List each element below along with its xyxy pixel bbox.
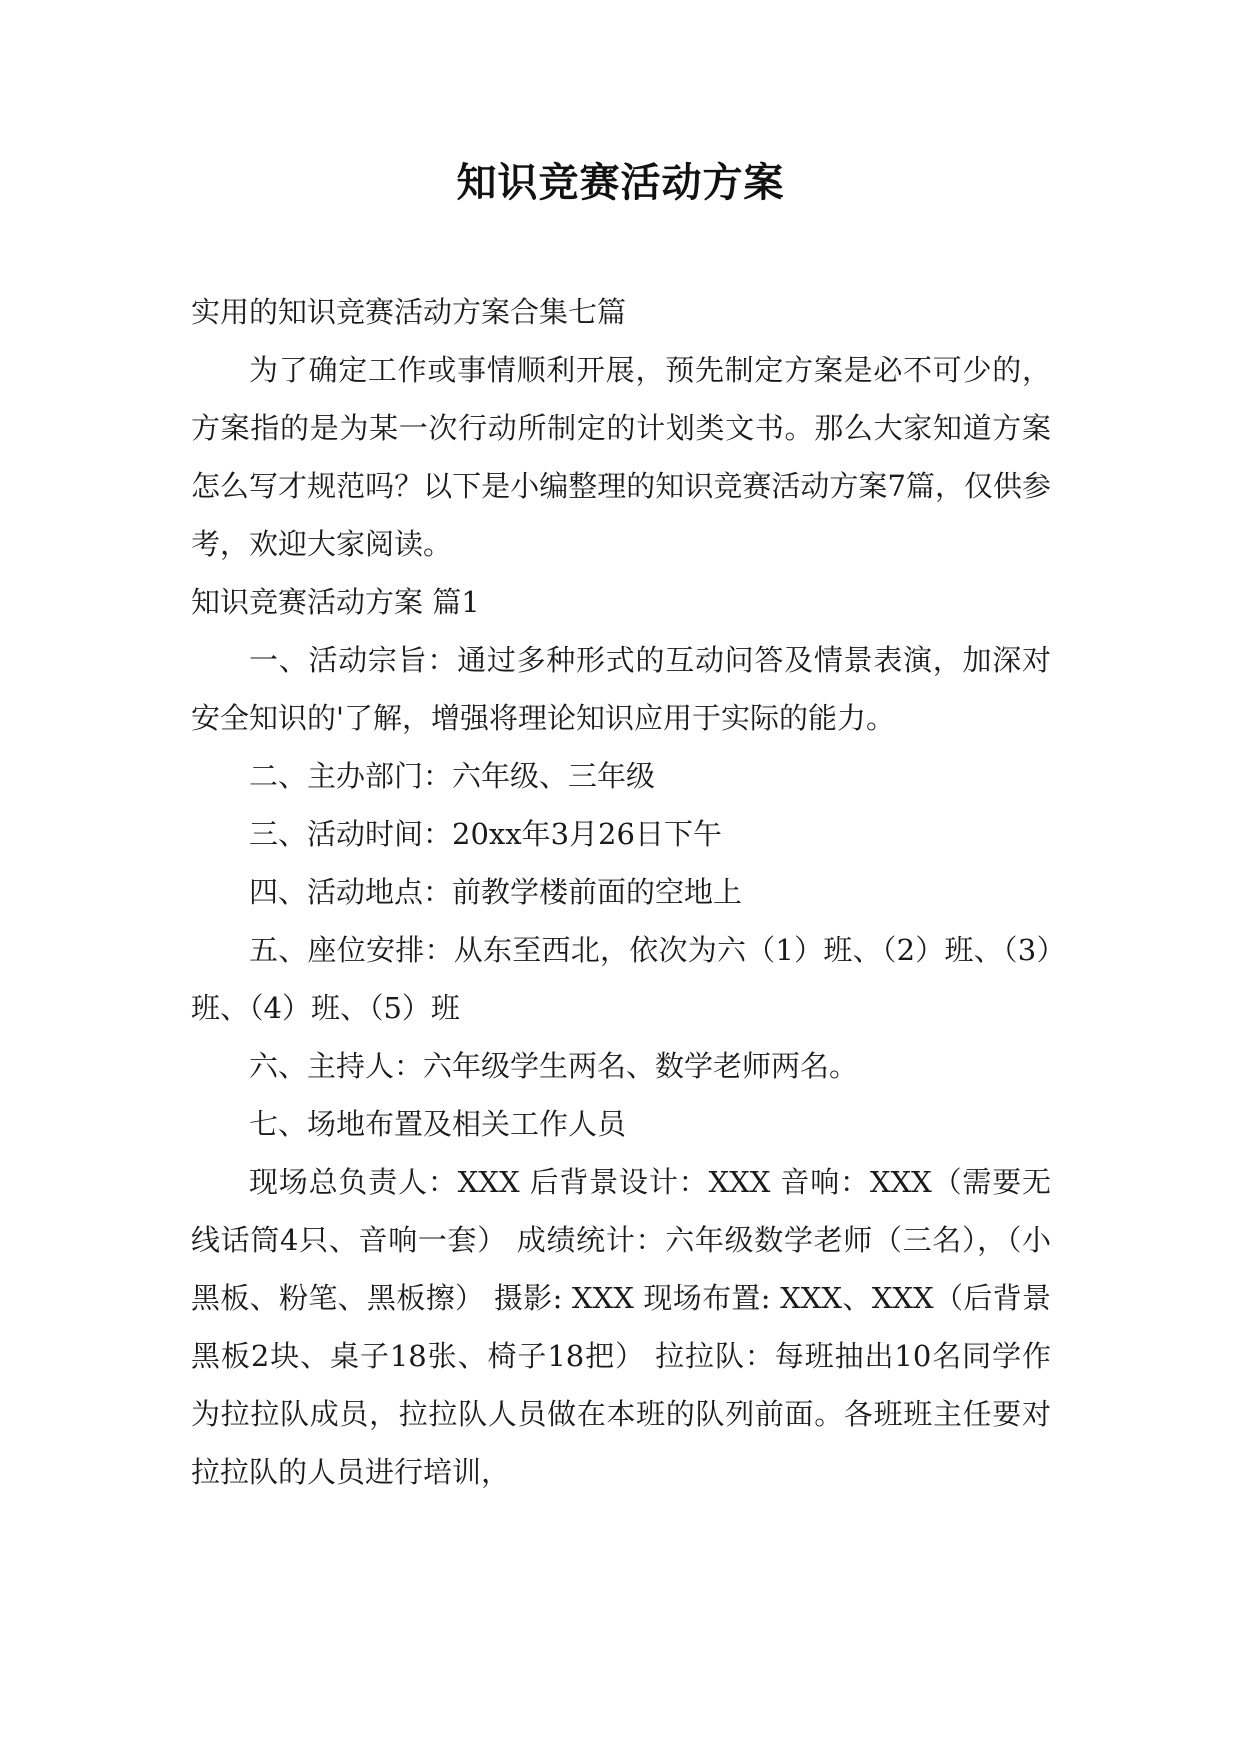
item-purpose: 一、活动宗旨：通过多种形式的互动问答及情景表演，加深对安全知识的'了解，增强将理论知识应用于实际的能力。: [191, 643, 1051, 735]
intro-paragraph: 为了确定工作或事情顺利开展，预先制定方案是必不可少的，方案指的是为某一次行动所制定的计划类文书。那么大家知道方案怎么写才规范吗？以下是小编整理的知识竞赛活动方案7篇，仅供参考，欢迎大家阅读。: [191, 353, 1051, 561]
item-location: 四、活动地点：前教学楼前面的空地上: [249, 875, 743, 909]
document-subtitle: 实用的知识竞赛活动方案合集七篇: [191, 295, 627, 329]
document-title: 知识竞赛活动方案: [456, 159, 785, 206]
item-venue-staff: 七、场地布置及相关工作人员: [249, 1107, 627, 1141]
item-time: 三、活动时间：20xx年3月26日下午: [249, 817, 722, 851]
item-seating: 五、座位安排：从东至西北，依次为六（1）班、（2）班、（3）班、（4）班、（5）班: [191, 933, 1051, 1025]
document-body: [191, 283, 1051, 1501]
item-organizer: 二、主办部门：六年级、三年级: [249, 759, 656, 793]
item-host: 六、主持人：六年级学生两名、数学老师两名。: [249, 1049, 859, 1083]
section-heading: 知识竞赛活动方案 篇1: [191, 585, 480, 619]
item-staff-details: 现场总负责人：XXX 后背景设计：XXX 音响：XXX（需要无线话筒4只、音响一套） 成绩统计：六年级数学老师（三名），（小黑板、粉笔、黑板擦） 摄影: XXX 现场布置: XXX、XXX（后背景黑板2块、桌子18张、椅子18把） 拉拉队：每班抽出10名同学作为拉拉队成员，拉拉队人员做在本班的队列前面。各班班主任要对拉拉队的人员进行培训，: [191, 1165, 1051, 1489]
